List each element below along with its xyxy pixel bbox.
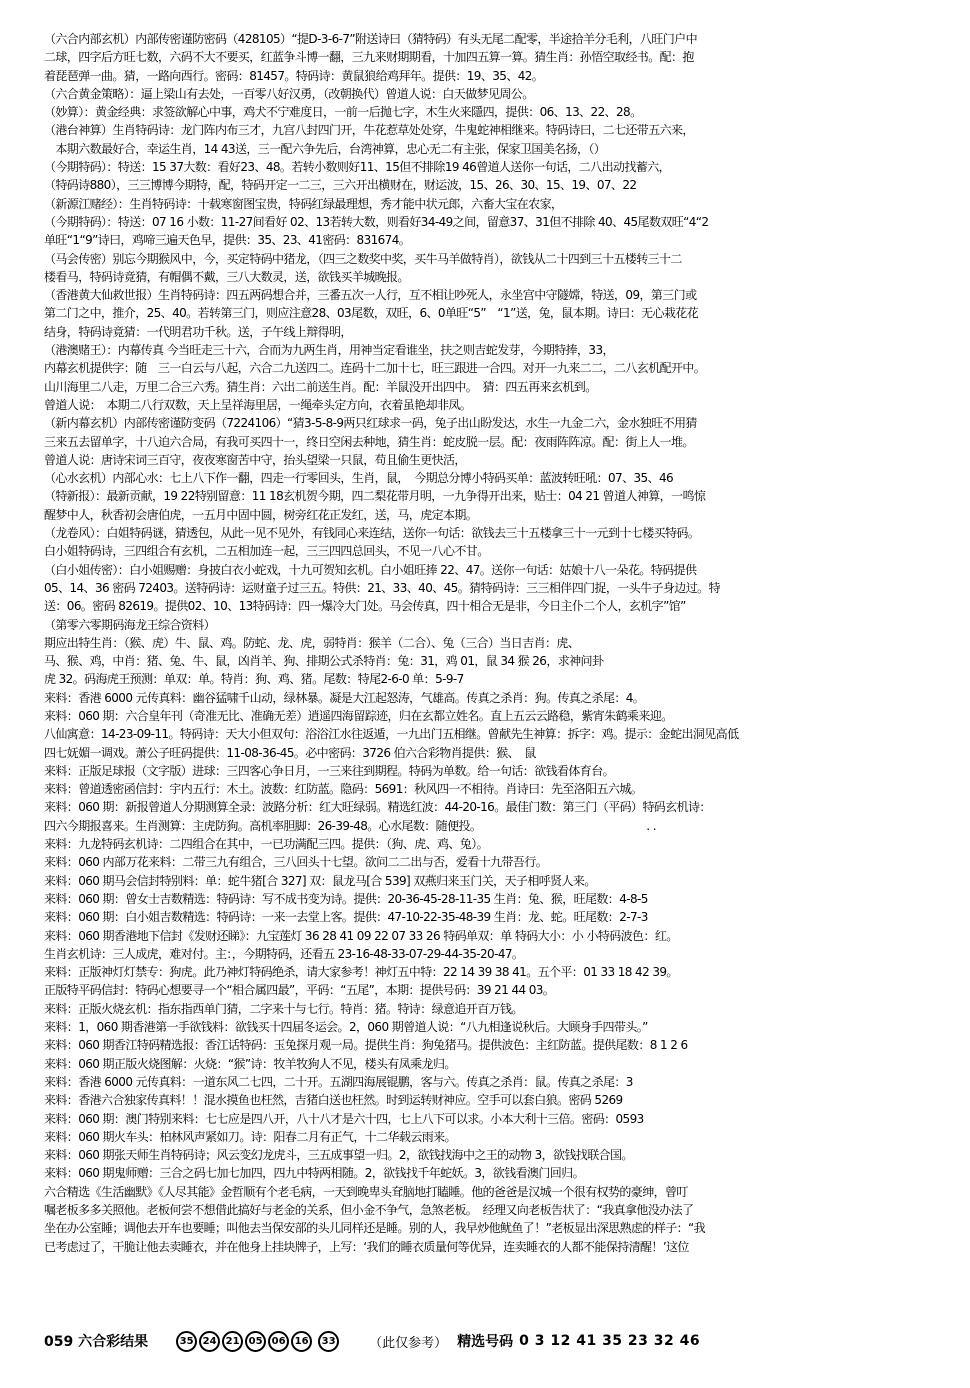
text-line: 来料：正版足球报（文字版）进球：三四客心争日月，一三来往到期程。特码为单数。给一句话：欲钱看体育台。	[44, 763, 615, 778]
text-line: （特新报）：最新贡献，19 22特别留意：11 18玄机贺今期，四二梨花带月明，一九争得开出来，贴士：04 21 曾道人神算，一鸣惊	[44, 489, 706, 504]
text-line: 来料：060 期香港地下信封《发财还睇》：九宝莲灯 36 28 41 09 22 07 33 26 特码单双：单 特码大小：小 小特码波色：红。	[44, 928, 678, 943]
special-ball: 33	[318, 1331, 339, 1352]
result-ball: 35	[176, 1331, 197, 1352]
text-line: 来料：060 期：曾女士吉数精选：特码诗：写不成书变为诗。提供：20-36-45-28-11-35 生肖：兔、猴，旺尾数：4-8-5	[44, 891, 648, 906]
text-line: 来料：香港 6000 元传真料：一道东风二七四，二十开。五湖四海展锟鹏，客与六。传真之杀肖：鼠。传真之杀尾：3	[44, 1074, 633, 1089]
text-line: 来料：060 期：白小姐吉数精选：特码诗：一来一去堂上客。提供：47-10-22-35-48-39 生肖：龙、蛇。旺尾数：2-7-3	[44, 910, 648, 925]
text-line: 三来五去留单字，十八迫六合局，有我可买四十一，终日空闲去种地，猜生肖：蛇皮脱一层。配：夜雨阵阵凉。配：街上人一堆。	[44, 434, 694, 449]
text-line: 生肖玄机诗：三人成虎，难对付。主：，今期特码，还看五 23-16-48-33-07-29-44-35-20-47。	[44, 946, 524, 961]
text-line: 来料：060 期：澳门特别来料：七七应是四八开，八十八才是六十四，七上八下可以求。小本大利十三倍。密码：0593	[44, 1111, 644, 1126]
text-line: 来料：060 期张天师生肖特码诗；风云变幻龙虎斗，三五成事望一归。2，欲钱找海中之王的动物 3，欲钱找联合国。	[44, 1148, 633, 1163]
text-line: 本期六数最好合，幸运生肖，14 43送，三一配六争先后，台湾神算，忠心无二有主张，保家卫国美名扬，（）	[44, 141, 606, 156]
text-line: 送：06。密码 82619。提供02、10、13特码诗：四一爆冷大门处。马会传真，四十相合无是非，今日主仆二个人，玄机字”馆”	[44, 599, 686, 614]
text-line: 内幕玄机提供字：随 三一白云与八起，六合二九送四二。连码十二加十七，旺三跟进一合四。对开一九来二二，二八玄机配开中。	[44, 361, 706, 376]
text-line: 来料：香港六合独家传真料！！混水摸鱼也枉然，吉猪白送也枉然。时到运转财神应。空手可以套白狼。密码 5269	[44, 1093, 623, 1108]
text-line: （今期特码）：特送：07 16 小数：11-27间看好 02、13若转大数，则看好34-49之间，留意37、31但不排除 40、45尾数双旺“4“2	[44, 214, 709, 229]
text-line: （新内幕玄机）内部传密谨防变码（7224106）“猜3-5-8-9两只红球求一码，兔子出山盼发达，水生一九金二六，金水独旺不用猜	[44, 416, 697, 431]
text-line: 结身，特码诗竟猜：一代明君功千秋。送，子午线上辩得明，	[44, 324, 352, 339]
text-line: 正版特平码信封：特码心想要寻一个“相合属四最”，平码：“五尾”，本期：提供号码：39 21 44 03。	[44, 983, 555, 998]
text-line: 楼看马，特码诗竟猜，有帽偶不戴，三八大数灵，送，欲钱买羊城晚报。	[44, 269, 409, 284]
text-line: 嘱老板多多关照他。老板何尝不想借此搞好与老金的关系，但小金不争气，急煞老板。 经理又向老板告状了：“我真拿他没办法了	[44, 1203, 694, 1217]
result-ball: 21	[222, 1331, 243, 1352]
text-line: 来料：060 期火车头：柏林风声紧如刀。诗：阳春二月有正气，十二华载云雨来。	[44, 1129, 456, 1144]
text-line: 05、14、36 密码 72403。送特码诗：运财童子过三五。特供：21、33、40、45。猜特码诗：三三相伴四门捉，一头牛子身边过。特	[44, 580, 720, 595]
text-line: （马会传密）别忘今期猴风中，今，买定特码中猪龙，（四三之数奖中奖，买牛马羊做特肖），欲钱从二十四到三十五楼转三十二	[44, 251, 682, 266]
text-line: 虎 32。码海虎王预测：单双：单。特肖：狗、鸡、猪。尾数：特尾2-6-0 单：5-9-7	[44, 672, 464, 687]
text-line: 白小姐特码诗，三四组合有玄机，二五相加连一起，三三四四总回头，不见一八心不甘。	[44, 544, 489, 559]
text-line: （特码诗880），三三博博今期特，配，特码开定一二三，三六开出横财在，财运波，15、26、30、15、19、07、22	[44, 178, 637, 193]
text-line: 四六今期报喜来。生肖测算：主虎防狗。高机率胆脚：26-39-48。心水尾数：随便投。 . .	[44, 818, 656, 833]
text-line: 第二门之中，推介，25、40。若转第三门，则应注意28、03尾数，双旺，6、0单旺“5” “1”送，兔，鼠本期。诗曰：无心栽花花	[44, 306, 699, 321]
text-line: 期应出特生肖：（猴、虎）牛、鼠、鸡。防蛇、龙、虎，弱特肖：猴羊（二合）、兔（三合）当日吉肖：虎、	[44, 635, 580, 650]
results-footer	[44, 1326, 944, 1356]
text-line: 来料：060 期鬼师赠：三合之码七加七加四，四九中特两相随。2，欲钱找千年蛇妖。3，欲钱看澳门回归。	[44, 1166, 584, 1181]
text-line: 曾道人说： 本期二八行双数，天上呈祥海里居，一绳牵头定方向，衣着虽艳却非凤。	[44, 397, 472, 412]
text-line: （港澳赌王）：内幕传真 今当旺走三十六，合而为九两生肖，用神当定看谁坐，扶之则吉蛇发芽，今期特捧，33，	[44, 343, 614, 358]
text-line: （六合内部玄机）内部传密谨防密码（428105）“提D-3-6-7”附送诗曰（猜特码）有头无尾二配零，半途拾羊分毛利，八旺门户中	[44, 32, 697, 46]
text-line: 来料：060 期马会信封特别料：单：蛇牛猪[合 327] 双：鼠龙马[合 539] 双燕归来玉门关，天子相呼贤人来。	[44, 873, 596, 888]
picks-numbers: 0 3 12 41 35 23 32 46	[519, 1333, 701, 1349]
result-ball: 05	[245, 1331, 266, 1352]
text-line: （今期特码）：特送：15 37大数：看好23、48。若转小数则好11、15但不排除19 46曾道人送你一句话，二八出动找蓄六，	[44, 160, 670, 175]
text-line: （第零六零期码海龙王综合资料）	[44, 617, 216, 632]
picks-label: 精选号码	[457, 1334, 514, 1350]
result-ball: 24	[199, 1331, 220, 1352]
text-line: 马、猴、鸡，中肖：猪、兔、牛、鼠，凶肖羊、狗、排期公式杀特肖：兔：31，鸡 01，鼠 34 猴 26，求神问卦	[44, 654, 604, 669]
article-body	[44, 30, 944, 1256]
text-line: 来料：香港 6000 元传真料：幽谷猛啸千山动，绿林暴。凝是大江起怒涛，气雄高。传真之杀肖：狗。传真之杀尾：4。	[44, 690, 645, 705]
text-line: （妙算）：黄金经典：求签欲解心中事，鸡犬不宁难度日，一前一后抛七字，木生火来隱四，提供：06、13、22、28。	[44, 105, 642, 120]
text-line: 来料：正版神灯灯禁专：狗虎。此乃神灯特码绝杀，请大家参考！神灯五中特：22 14 39 38 41。五个平：01 33 18 42 39。	[44, 965, 678, 980]
text-line: 来料：九龙特码玄机诗：二四组合在其中，一已功满配三四。提供：（狗、虎、鸡、兔）。	[44, 837, 489, 852]
text-line: 醒梦中人，秋香初会唐伯虎，一五月中固中圆，树旁红花正发红，送，马，虎定本期。	[44, 507, 478, 522]
text-line: （新源江赌经）：生肖特码诗：十载寒窗图宝贵，特码红绿最理想，秀才能中状元郎，六畜大宝在农家，	[44, 196, 563, 211]
text-line: 山川海里二八走，万里二合三六秀。猜生肖：六出二前送生肖。配：羊鼠没开出四中。 猜：四五再来玄机到。	[44, 379, 597, 394]
text-line: 来料：1，060 期香港第一手欲钱料：欲钱买十四届冬运会。2，060 期曾道人说：“八九相逢说秋后。大顾身手四带头。”	[44, 1020, 648, 1035]
text-line: （龙卷风）：白姐特码谜，猜透包，从此一见不见外，有钱同心来连结，送你一句话：欲钱去三十五楼拿三十一元到十七楼买特码。	[44, 526, 700, 541]
text-line: 八仙寓意：14-23-09-11。特码诗：天大小但双句：浴浴江水往返遁，一九出门五相继。曾献先生神算：拆字：鸡。提示：金蛇出洞见高低	[44, 727, 739, 742]
text-line: 来料：060 期：六合皇年刊（奇准无比、准确无差）逍遥四海留踪迹，归在玄都立姓名。直上五云云路稳，紫宵朱鹤乘来迎。	[44, 708, 673, 723]
text-line: 二球，四字后方旺七数，六码不大不要买，红蓝争斗博一翻，三九来财期期看，十加四五算一算。猜生肖：孙悟空取经书。配：抱	[44, 50, 694, 65]
text-line: （港台神算）生肖特码诗：龙门阵内布三才，九宫八封四门开，牛花惹草处处穿，牛鬼蛇神相继来。特码诗曰，二七还带五六来，	[44, 123, 694, 138]
text-line: 来料：060 内部万花来料：二带三九有组合，三八回头十七望。欲问二二出与否，爱看十九带吾行。	[44, 855, 548, 870]
text-line: 来料：曾道透密函信封：宇内五行：木土。波数：红防蓝。隐码：5691：秋风四一不相待。肖诗曰：先至洛阳五六城。	[44, 782, 643, 797]
text-line: 已考虑过了，干脆让他去卖睡衣，并在他身上挂块牌子，上写：‘我们的睡衣质量何等优异，连卖睡衣的人都不能保持清醒！’这位	[44, 1239, 689, 1254]
result-ball: 16	[291, 1331, 312, 1352]
text-line: 着琵琶弹一曲。猜，一路向西行。密码：81457。特码诗：黄鼠狼给鸡拜年。提供：19、35、42。	[44, 68, 544, 83]
result-balls	[176, 1331, 341, 1352]
reference-note: （此仅参考）	[369, 1335, 448, 1351]
text-line: 单旺“1“9”诗曰，鸡啼三遍天色早，提供：35、23、41密码：831674。	[44, 233, 411, 248]
text-line: 来料：060 期：新报曾道人分期测算全录：波路分析：红大旺绿弱。精选红波：44-20-16。最佳门数：第三门（平码）特码玄机诗：	[44, 800, 711, 815]
text-line: 来料：正版火烧玄机：指东指西单门猜，二字来十与七行。特肖：猪。特诗：绿意追开百万钱。	[44, 1001, 523, 1016]
text-line: 来料：060 期正版火烧图解：火烧：“猴”诗：牧羊牧狗人不见，楼头有凤乘龙归。	[44, 1056, 456, 1071]
text-line: （六合黄金策略）：逼上梁山有去处，一百零八好汉勇，（改朝换代）曾道人说：白天做梦见周公。	[44, 86, 534, 101]
text-line: （白小姐传密）：白小姐赐赠：身披白衣小蛇戏，十九可贺知玄机。白小姐旺捧 22、47。送你一句话：姑娘十八一朵花。特码提供	[44, 562, 697, 577]
text-line: （香港黄大仙救世报）生肖特码诗：四五两码想合并，三番五次一人行，互不相让吵死人，永坐宫中守隧嫦，特送，09，第三门或	[44, 288, 697, 303]
text-line: 曾道人说：唐诗宋词三百守，夜夜寒窗苦中守，抬头望梁一只鼠，苟且偷生更快活，	[44, 452, 466, 467]
results-title: 059 六合彩结果	[44, 1334, 149, 1350]
text-line: 来料：060 期香江特码精选报：香江话特码：玉兔探月观一局。提供生肖：狗兔猪马。提供波色：主红防蓝。提供尾数：8 1 2 6	[44, 1038, 688, 1053]
text-line: 坐在办公室睡；调他去开车也要睡；叫他去当保安部的头儿同样还是睡。别的人，我早炒他鱿鱼了！”老板显出深思熟虑的样子：“我	[44, 1221, 706, 1236]
result-ball: 06	[268, 1331, 289, 1352]
text-line: 四七妩媚一调戏。萧公子旺码提供：11-08-36-45。必中密码：3726 伯六合彩物肖提供：猴、 鼠	[44, 745, 536, 760]
text-line: （心水玄机）内部心水：七上八下作一翻，四走一行零回头，生肖，鼠， 今期总分博小特码买单：蓝波转旺吼：07、35、46	[44, 471, 674, 486]
text-line: 六合精选《生活幽默》《人尽其能》金哲顺有个老毛病，一天到晚卑头耷脑地打瞌睡。他的爸爸是汉城一个很有权势的豪绅，曾叮	[44, 1184, 688, 1199]
